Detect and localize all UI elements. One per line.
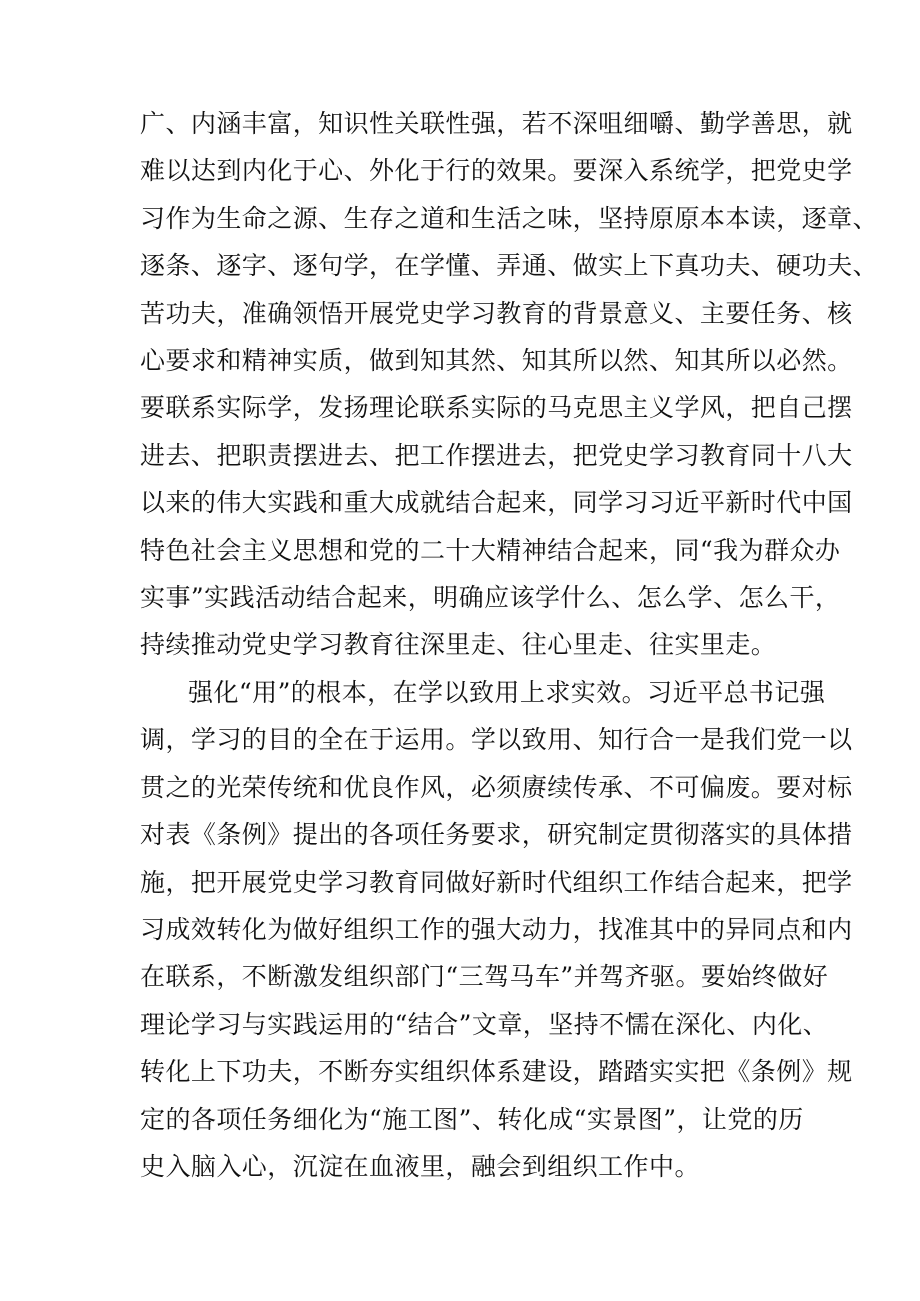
text-line-19: 在联系，不断激发组织部门“三驾马车”并驾齐驱。要始终做好 [140,962,829,992]
text-line-9: 以来的伟大实践和重大成就结合起来，同学习习近平新时代中国 [140,488,853,518]
body-text [140,100,879,1190]
text-line-7: 要联系实际学，发扬理论联系实际的马克思主义学风，把自己摆 [140,393,853,423]
text-line-14: 调，学习的目的全在于运用。学以致用、知行合一是我们党一以 [140,725,853,755]
text-line-23: 史入脑入心，沉淀在血液里，融会到组织工作中。 [140,1151,700,1181]
text-line-5: 苦功夫，准确领悟开展党史学习教育的背景意义、主要任务、核 [140,298,853,328]
text-line-21: 转化上下功夫，不断夯实组织体系建设，踏踏实实把《条例》规 [140,1057,853,1087]
text-line-6: 心要求和精神实质，做到知其然、知其所以然、知其所以必然。 [140,346,853,376]
text-line-20: 理论学习与实践运用的“结合”文章，坚持不懦在深化、内化、 [140,1009,829,1039]
text-line-17: 施，把开展党史学习教育同做好新时代组织工作结合起来，把学 [140,867,853,897]
text-line-2: 难以达到内化于心、外化于行的效果。要深入系统学，把党史学 [140,156,853,186]
text-line-10: 特色社会主义思想和党的二十大精神结合起来，同“我为群众办 [140,535,841,565]
text-line-8: 进去、把职责摆进去、把工作摆进去，把党史学习教育同十八大 [140,440,853,470]
text-line-12: 持续推动党史学习教育往深里走、往心里走、往实里走。 [140,630,777,660]
text-line-13: 强化“用”的根本，在学以致用上求实效。习近平总书记强 [188,677,826,707]
text-line-22: 定的各项任务细化为“施工图”、转化成“实景图”，让党的历 [140,1104,804,1134]
text-line-11: 实事”实践活动结合起来，明确应该学什么、怎么学、怎么干， [140,583,841,613]
text-line-1: 广、内涵丰富，知识性关联性强，若不深咀细嚼、勤学善思，就 [140,109,853,138]
text-line-3: 习作为生命之源、生存之道和生活之味，坚持原原本本读，逐章、 [140,203,879,233]
text-line-18: 习成效转化为做好组织工作的强大动力，找准其中的异同点和内 [140,914,853,944]
text-line-15: 贯之的光荣传统和优良作风，必须赓续传承、不可偏废。要对标 [140,772,853,802]
text-line-16: 对表《条例》提出的各项任务要求，研究制定贯彻落实的具体措 [140,820,853,850]
text-line-4: 逐条、逐字、逐句学，在学懂、弄通、做实上下真功夫、硬功夫、 [140,251,879,281]
